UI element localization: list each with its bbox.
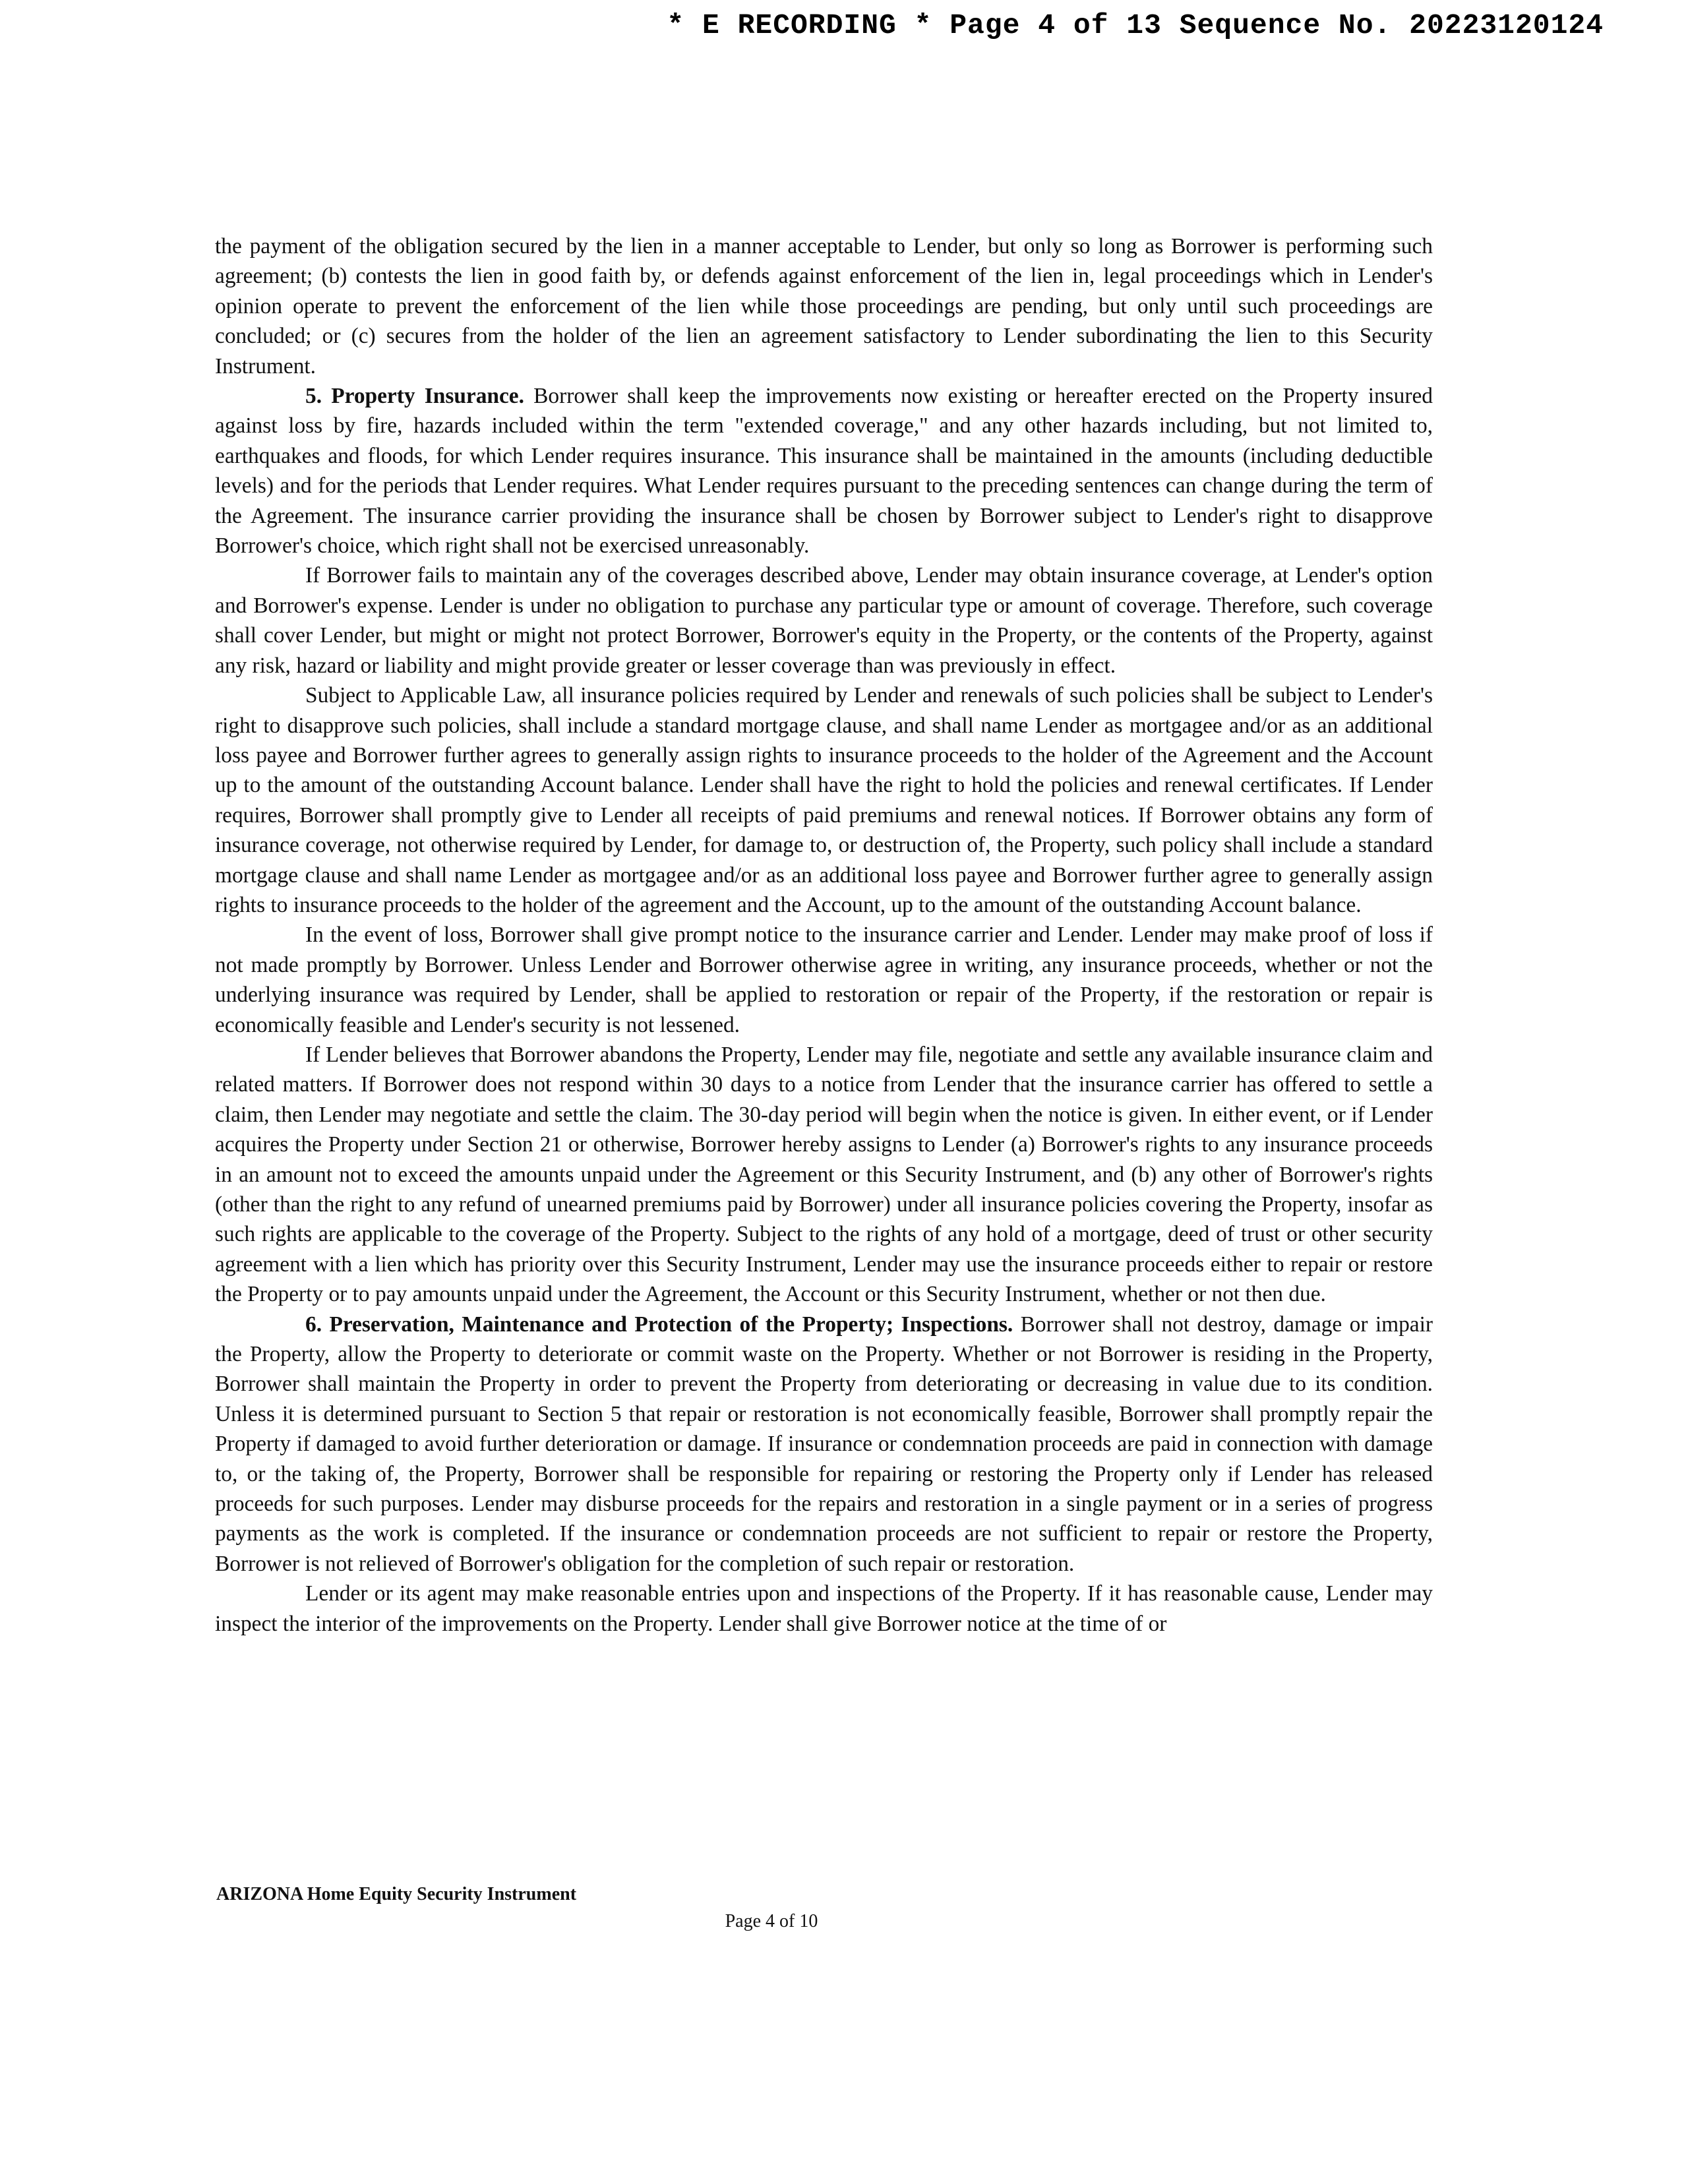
section-6-text: Borrower shall not destroy, damage or impair the Property, allow the Property to deteriorate or commit waste on the Property. Whether or not Borrower is residing in the Property, Borrower shall maintain the Property in order to prevent the Property from deteriorating or decreasing in value due to its condition. Unless it is determined pursuant to Section 5 that repair or restoration is not economically feasible, Borrower shall promptly repair the Property if damaged to avoid further deterioration or damage. If insurance or condemnation proceeds are paid in connection with damage to, or the taking of, the Property, Borrower shall be responsible for repairing or restoring the Property only if Lender has released proceeds for such purposes. Lender may disburse proceeds for the repairs and restoration in a single payment or in a series of progress payments as the work is completed. If the insurance or condemnation proceeds are not sufficient to repair or restore the Property, Borrower is not relieved of Borrower's obligation for the completion of such repair or restoration. [215, 1312, 1433, 1576]
paragraph-lien-continuation: the payment of the obligation secured by the lien in a manner acceptable to Lender, but only so long as Borrower is performing such agreement; (b) contests the lien in good faith by, or defends against enforcement of the lien in, legal proceedings which in Lender's opinion operate to prevent the enforcement of the lien while those proceedings are pending, but only until such proceedings are concluded; or (c) secures from the holder of the lien an agreement satisfactory to Lender subordinating the lien to this Security Instrument. [215, 234, 1433, 379]
page-number: Page 4 of 10 [725, 1911, 818, 1931]
section-6-heading: 6. Preservation, Maintenance and Protection of the Property; Inspections. [305, 1312, 1013, 1337]
document-body [215, 231, 1433, 1639]
recording-stamp: * E RECORDING * Page 4 of 13 Sequence No. 20223120124 [667, 9, 1604, 42]
section-6-preservation [215, 1310, 1433, 1579]
section-5-heading: 5. Property Insurance. [305, 384, 524, 409]
paragraph-inspections: Lender or its agent may make reasonable entries upon and inspections of the Property. If it has reasonable cause, Lender may inspect the interior of the improvements on the Property. Lender shall give Borrower notice at the time of or [215, 1581, 1433, 1636]
paragraph-failure-to-maintain: If Borrower fails to maintain any of the coverages described above, Lender may obtain insurance coverage, at Lender's option and Borrower's expense. Lender is under no obligation to purchase any particular type or amount of coverage. Therefore, such coverage shall cover Lender, but might or might not protect Borrower, Borrower's equity in the Property, or the contents of the Property, against any risk, hazard or liability and might provide greater or lesser coverage than was previously in effect. [215, 563, 1433, 678]
paragraph-event-of-loss: In the event of loss, Borrower shall give prompt notice to the insurance carrier and Lender. Lender may make proof of loss if not made promptly by Borrower. Unless Lender and Borrower otherwise agree in writing, any insurance proceeds, whether or not the underlying insurance was required by Lender, shall be applied to restoration or repair of the Property, if the restoration or repair is economically feasible and Lender's security is not lessened. [215, 923, 1433, 1037]
section-5-property-insurance [215, 381, 1433, 561]
section-5-text: Borrower shall keep the improvements now existing or hereafter erected on the Property insured against loss by fire, hazards included within the term "extended coverage," and any other hazards including, but not limited to, earthquakes and floods, for which Lender requires insurance. This insurance shall be maintained in the amounts (including deductible levels) and for the periods that Lender requires. What Lender requires pursuant to the preceding sentences can change during the term of the Agreement. The insurance carrier providing the insurance shall be chosen by Borrower subject to Lender's right to disapprove Borrower's choice, which right shall not be exercised unreasonably. [215, 384, 1433, 559]
form-title: ARIZONA Home Equity Security Instrument [216, 1884, 577, 1904]
paragraph-policy-requirements: Subject to Applicable Law, all insurance policies required by Lender and renewals of such policies shall be subject to Lender's right to disapprove such policies, shall include a standard mortgage clause, and shall name Lender as mortgagee and/or as an additional loss payee and Borrower further agrees to generally assign rights to insurance proceeds to the holder of the Agreement and the Account up to the amount of the outstanding Account balance. Lender shall have the right to hold the policies and renewal certificates. If Lender requires, Borrower shall promptly give to Lender all receipts of paid premiums and renewal notices. If Borrower obtains any form of insurance coverage, not otherwise required by Lender, for damage to, or destruction of, the Property, such policy shall include a standard mortgage clause and shall name Lender as mortgagee and/or as an additional loss payee and Borrower further agree to generally assign rights to insurance proceeds to the holder of the agreement and the Account, up to the amount of the outstanding Account balance. [215, 683, 1433, 917]
paragraph-abandonment: If Lender believes that Borrower abandons the Property, Lender may file, negotiate and settle any available insurance claim and related matters. If Borrower does not respond within 30 days to a notice from Lender that the insurance carrier has offered to settle a claim, then Lender may negotiate and settle the claim. The 30-day period will begin when the notice is given. In either event, or if Lender acquires the Property under Section 21 or otherwise, Borrower hereby assigns to Lender (a) Borrower's rights to any insurance proceeds in an amount not to exceed the amounts unpaid under the Agreement or this Security Instrument, and (b) any other of Borrower's rights (other than the right to any refund of unearned premiums paid by Borrower) under all insurance policies covering the Property, insofar as such rights are applicable to the coverage of the Property. Subject to the rights of any hold of a mortgage, deed of trust or other security agreement with a lien which has priority over this Security Instrument, Lender may use the insurance proceeds either to repair or restore the Property or to pay amounts unpaid under the Agreement, the Account or this Security Instrument, whether or not then due. [215, 1042, 1433, 1307]
